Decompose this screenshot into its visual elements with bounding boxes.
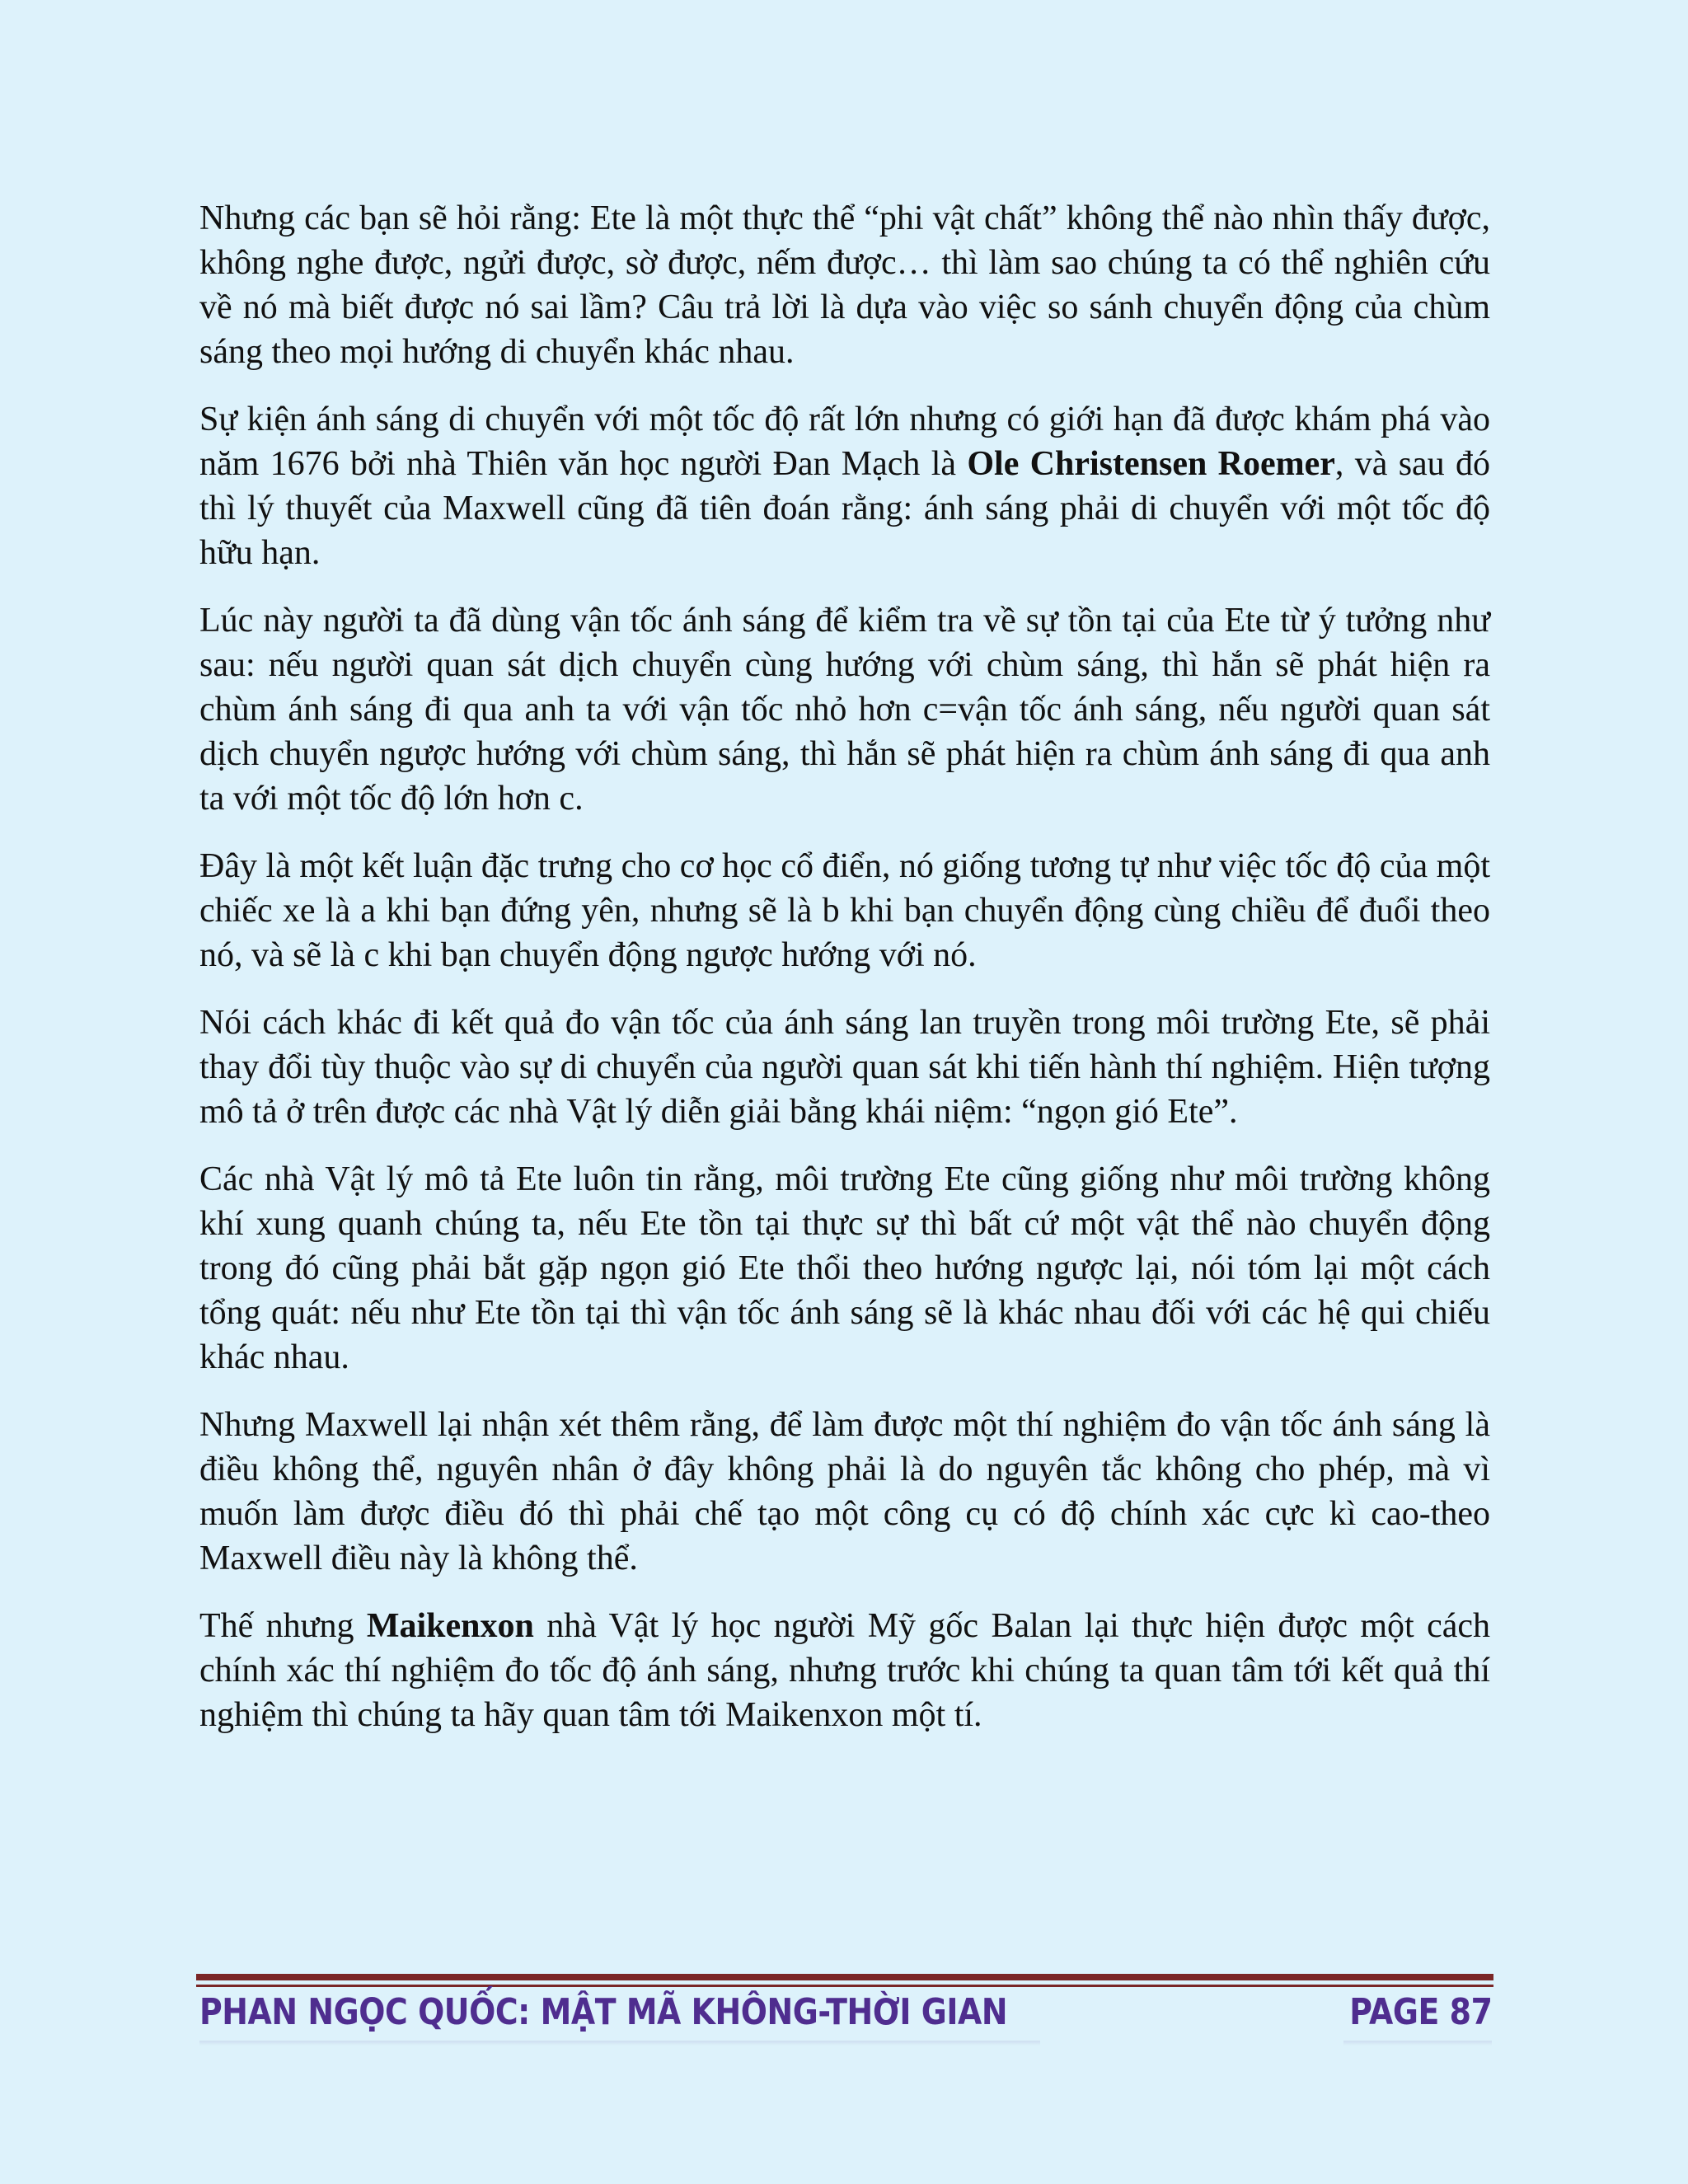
footer-title-reflection — [199, 2041, 1040, 2046]
bold-name-maikenxon: Maikenxon — [366, 1607, 534, 1645]
paragraph-6-text: Các nhà Vật lý mô tả Ete luôn tin rằng, môi trường Ete cũng giống như môi trường không khí xung quanh chúng ta, nếu Ete tồn tại thực sự thì bất cứ một vật thể nào chuyển động trong đó cũng phải bắt gặp ngọn gió Ete thổi theo hướng ngược lại, nói tóm lại một cách tổng quát: nếu như Ete tồn tại thì vận tốc ánh sáng sẽ là khác nhau đối với các hệ qui chiếu khác nhau. — [199, 1160, 1490, 1376]
paragraph-3 — [199, 598, 1490, 821]
paragraph-5 — [199, 1001, 1490, 1134]
footer-page-number: PAGE 87 — [1348, 1991, 1492, 2033]
paragraph-5-text: Nói cách khác đi kết quả đo vận tốc của ánh sáng lan truyền trong môi trường Ete, sẽ phải thay đổi tùy thuộc vào sự di chuyển của người quan sát khi tiến hành thí nghiệm. Hiện tượng mô tả ở trên được các nhà Vật lý diễn giải bằng khái niệm: “ngọn gió Ete”. — [199, 1004, 1490, 1131]
paragraph-7-text: Nhưng Maxwell lại nhận xét thêm rằng, để làm được một thí nghiệm đo vận tốc ánh sáng là điều không thể, nguyên nhân ở đây không phải là do nguyên tắc không cho phép, mà vì muốn làm được điều đó thì phải chế tạo một công cụ có độ chính xác cực kì cao-theo Maxwell điều này là không thể. — [199, 1406, 1490, 1577]
paragraph-6 — [199, 1157, 1490, 1380]
paragraph-3-text: Lúc này người ta đã dùng vận tốc ánh sáng để kiểm tra về sự tồn tại của Ete từ ý tưởng như sau: nếu người quan sát dịch chuyển cùng hướng với chùm sáng, thì hắn sẽ phát hiện ra chùm ánh sáng đi qua anh ta với vận tốc nhỏ hơn c=vận tốc ánh sáng, nếu người quan sát dịch chuyển ngược hướng với chùm sáng, thì hắn sẽ phát hiện ra chùm ánh sáng đi qua anh ta với một tốc độ lớn hơn c. — [199, 602, 1490, 818]
paragraph-2 — [199, 397, 1490, 575]
paragraph-2-text-end: , và sau đó thì lý thuyết của Maxwell cũng đã tiên đoán rằng: ánh sáng phải di chuyển với một tốc độ hữu hạn. — [199, 445, 1491, 572]
paragraph-8-text-start: Thế nhưng — [199, 1607, 367, 1645]
footer-divider-thick — [196, 1974, 1493, 1980]
footer-page-reflection — [1343, 2041, 1492, 2046]
footer-book-title: PHAN NGỌC QUỐC: MẬT MÃ KHÔNG-THỜI GIAN — [199, 1991, 1008, 2033]
paragraph-4 — [199, 844, 1490, 977]
paragraph-8-text-end: nhà Vật lý học người Mỹ gốc Balan lại thực hiện được một cách chính xác thí nghiệm đo tốc độ ánh sáng, nhưng trước khi chúng ta quan tâm tới kết quả thí nghiệm thì chúng ta hãy quan tâm tới Maikenxon một tí. — [199, 1607, 1491, 1734]
paragraph-7 — [199, 1403, 1490, 1581]
paragraph-1-text: Nhưng các bạn sẽ hỏi rằng: Ete là một thực thể “phi vật chất” không thể nào nhìn thấy được, không nghe được, ngửi được, sờ được, nếm được… thì làm sao chúng ta có thể nghiên cứu về nó mà biết được nó sai lầm? Câu trả lời là dựa vào việc so sánh chuyển động của chùm sáng theo mọi hướng di chuyển khác nhau. — [199, 199, 1490, 371]
bold-name-roemer: Ole Christensen Roemer — [967, 445, 1335, 483]
paragraph-1 — [199, 196, 1490, 374]
paragraph-2-text-start: Sự kiện ánh sáng di chuyển với một tốc độ rất lớn nhưng có giới hạn đã được khám phá vào năm 1676 bởi nhà Thiên văn học người Đan Mạch là — [199, 401, 1490, 483]
page-body — [199, 196, 1490, 1760]
paragraph-4-text: Đây là một kết luận đặc trưng cho cơ học cổ điển, nó giống tương tự như việc tốc độ của một chiếc xe là a khi bạn đứng yên, nhưng sẽ là b khi bạn chuyển động cùng chiều để đuổi theo nó, và sẽ là c khi bạn chuyển động ngược hướng với nó. — [199, 847, 1490, 974]
paragraph-8 — [199, 1604, 1490, 1737]
